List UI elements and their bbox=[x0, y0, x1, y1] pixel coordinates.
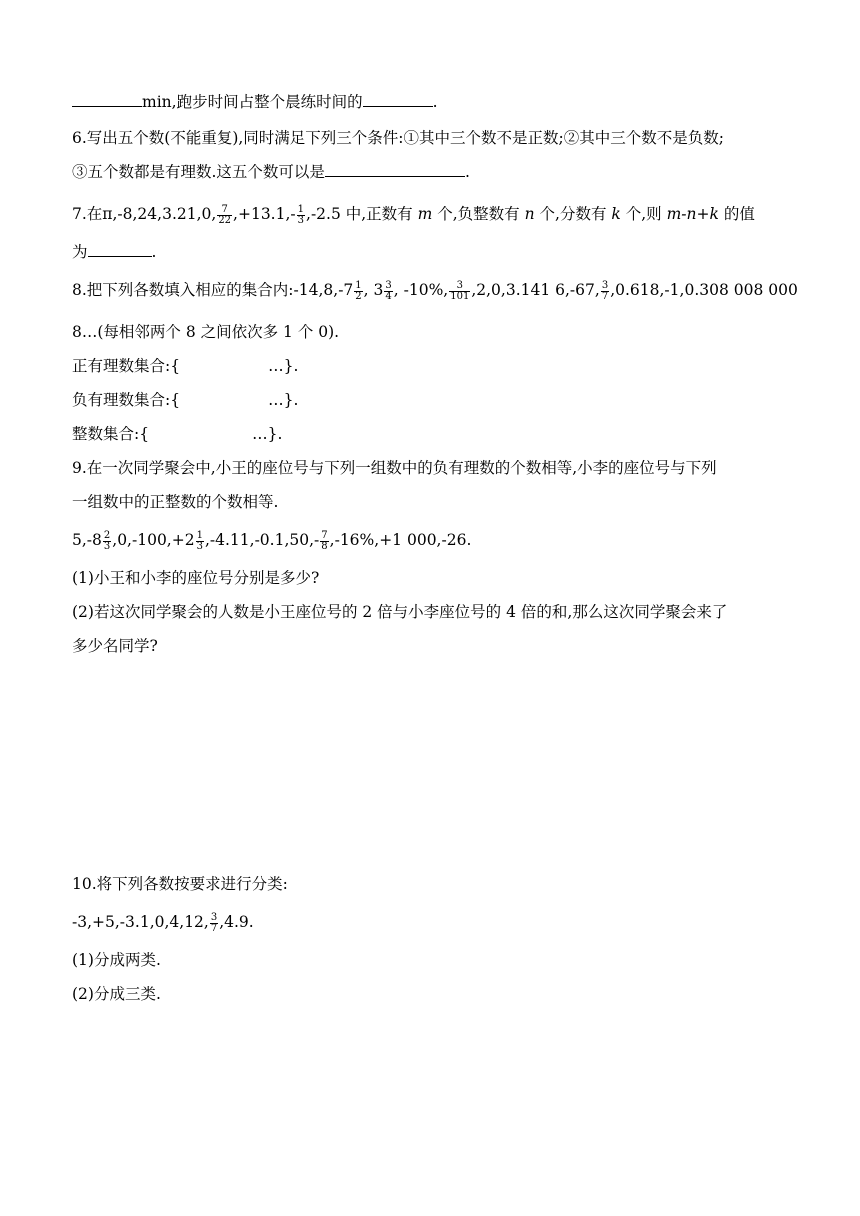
numerator: 3 bbox=[601, 279, 609, 291]
q7-text: 7.在π,-8,24,3.21,0, bbox=[72, 205, 217, 223]
q7-text: 个,负整数有 bbox=[432, 205, 525, 223]
q9-line1: 9.在一次同学聚会中,小王的座位号与下列一组数中的负有理数的个数相等,小李的座位号与下列 bbox=[72, 459, 717, 477]
q10-line1: 10.将下列各数按要求进行分类: bbox=[72, 875, 288, 893]
fraction bbox=[103, 531, 111, 552]
q8-line1 bbox=[72, 278, 798, 302]
q9-sub2-line1: (2)若这次同学聚会的人数是小王座位号的 2 倍与小李座位号的 4 倍的和,那么这次同学聚会来了 bbox=[72, 603, 728, 621]
answer-blank[interactable] bbox=[72, 90, 142, 107]
set-label: 整数集合:{ bbox=[72, 425, 150, 443]
q6-line2 bbox=[72, 160, 470, 184]
fraction bbox=[601, 281, 609, 302]
q8-text: , -10%, bbox=[393, 281, 449, 299]
q9-numbers bbox=[72, 528, 471, 552]
numerator: 2 bbox=[103, 529, 111, 541]
denominator: 3 bbox=[196, 540, 203, 552]
denominator: 3 bbox=[103, 540, 111, 552]
set-label: 负有理数集合:{ bbox=[72, 391, 181, 409]
q9-text: 5,-8 bbox=[72, 531, 102, 549]
q8-text: 8.把下列各数填入相应的集合内:-14,8,-7 bbox=[72, 281, 354, 299]
fraction bbox=[297, 205, 305, 226]
q5-continuation bbox=[72, 90, 438, 114]
q8-set-positive-rational bbox=[72, 354, 298, 378]
q6-text: ③五个数都是有理数.这五个数可以是 bbox=[72, 163, 325, 181]
q10-text: -3,+5,-3.1,0,4,12, bbox=[72, 913, 209, 931]
numerator: 1 bbox=[196, 529, 203, 541]
numerator: 3 bbox=[449, 281, 470, 292]
expression: m-n+k bbox=[666, 205, 719, 223]
q9-line2: 一组数中的正整数的个数相等. bbox=[72, 493, 279, 511]
fraction bbox=[196, 531, 204, 552]
q7-text: 个,分数有 bbox=[534, 205, 612, 223]
q8-line2: 8…(每相邻两个 8 之间依次多 1 个 0). bbox=[72, 323, 340, 341]
q7-line1 bbox=[72, 202, 755, 226]
set-label: 正有理数集合:{ bbox=[72, 357, 181, 375]
q9-sub1: (1)小王和小李的座位号分别是多少? bbox=[72, 569, 320, 587]
answer-blank[interactable] bbox=[88, 240, 152, 257]
q8-text: , 3 bbox=[363, 281, 384, 299]
set-close: …}. bbox=[268, 391, 299, 409]
set-close: …}. bbox=[252, 425, 283, 443]
answer-area[interactable] bbox=[72, 670, 788, 860]
q10-sub2: (2)分成三类. bbox=[72, 985, 161, 1003]
period: . bbox=[151, 243, 157, 261]
fraction bbox=[354, 281, 362, 302]
fraction bbox=[217, 205, 232, 226]
q9-text: ,-4.11,-0.1,50,- bbox=[204, 531, 320, 549]
q10-sub1: (1)分成两类. bbox=[72, 951, 161, 969]
period: . bbox=[432, 93, 438, 111]
q10-numbers bbox=[72, 910, 254, 934]
variable-m: m bbox=[417, 205, 433, 223]
denominator: 22 bbox=[218, 214, 232, 226]
denominator: 2 bbox=[355, 290, 362, 302]
q9-text: ,-16%,+1 000,-26. bbox=[329, 531, 472, 549]
q5-text: min,跑步时间占整个晨练时间的 bbox=[142, 93, 363, 111]
q9-sub2-line2: 多少名同学? bbox=[72, 637, 158, 655]
fraction bbox=[449, 281, 470, 302]
q7-text: 个,则 bbox=[620, 205, 667, 223]
denominator: 3 bbox=[297, 214, 305, 226]
q9-text: ,0,-100,+2 bbox=[112, 531, 195, 549]
q8-text: ,2,0,3.141 6,-67, bbox=[471, 281, 600, 299]
denominator: 7 bbox=[601, 290, 609, 302]
q7-text: ,-2.5 中,正数有 bbox=[306, 205, 418, 223]
q8-text: ,0.618,-1,0.308 008 000 bbox=[610, 281, 798, 299]
numerator: 7 bbox=[321, 529, 328, 541]
numerator: 1 bbox=[297, 203, 305, 215]
q10-text: ,4.9. bbox=[219, 913, 254, 931]
fraction bbox=[384, 281, 392, 302]
numerator: 3 bbox=[385, 279, 392, 291]
q8-set-negative-rational bbox=[72, 388, 298, 412]
answer-blank[interactable] bbox=[363, 90, 433, 107]
denominator: 101 bbox=[450, 290, 470, 302]
numerator: 3 bbox=[210, 911, 218, 923]
variable-k: k bbox=[611, 205, 621, 223]
variable-n: n bbox=[524, 205, 535, 223]
q7-text: 的值 bbox=[718, 205, 755, 223]
denominator: 8 bbox=[321, 540, 328, 552]
denominator: 7 bbox=[210, 922, 218, 934]
fraction bbox=[320, 531, 328, 552]
fraction bbox=[210, 913, 218, 934]
denominator: 4 bbox=[385, 290, 392, 302]
answer-blank[interactable] bbox=[325, 160, 465, 177]
q7-text: ,+13.1,- bbox=[233, 205, 296, 223]
answer-area[interactable] bbox=[72, 1020, 788, 1190]
q7-text: 为 bbox=[72, 243, 88, 261]
q6-line1: 6.写出五个数(不能重复),同时满足下列三个条件:①其中三个数不是正数;②其中三个数不是负数; bbox=[72, 129, 724, 147]
period: . bbox=[464, 163, 470, 181]
q8-set-integer bbox=[72, 422, 282, 446]
set-close: …}. bbox=[268, 357, 299, 375]
numerator: 1 bbox=[355, 279, 362, 291]
q7-line2 bbox=[72, 240, 156, 264]
numerator: 7 bbox=[217, 205, 232, 216]
